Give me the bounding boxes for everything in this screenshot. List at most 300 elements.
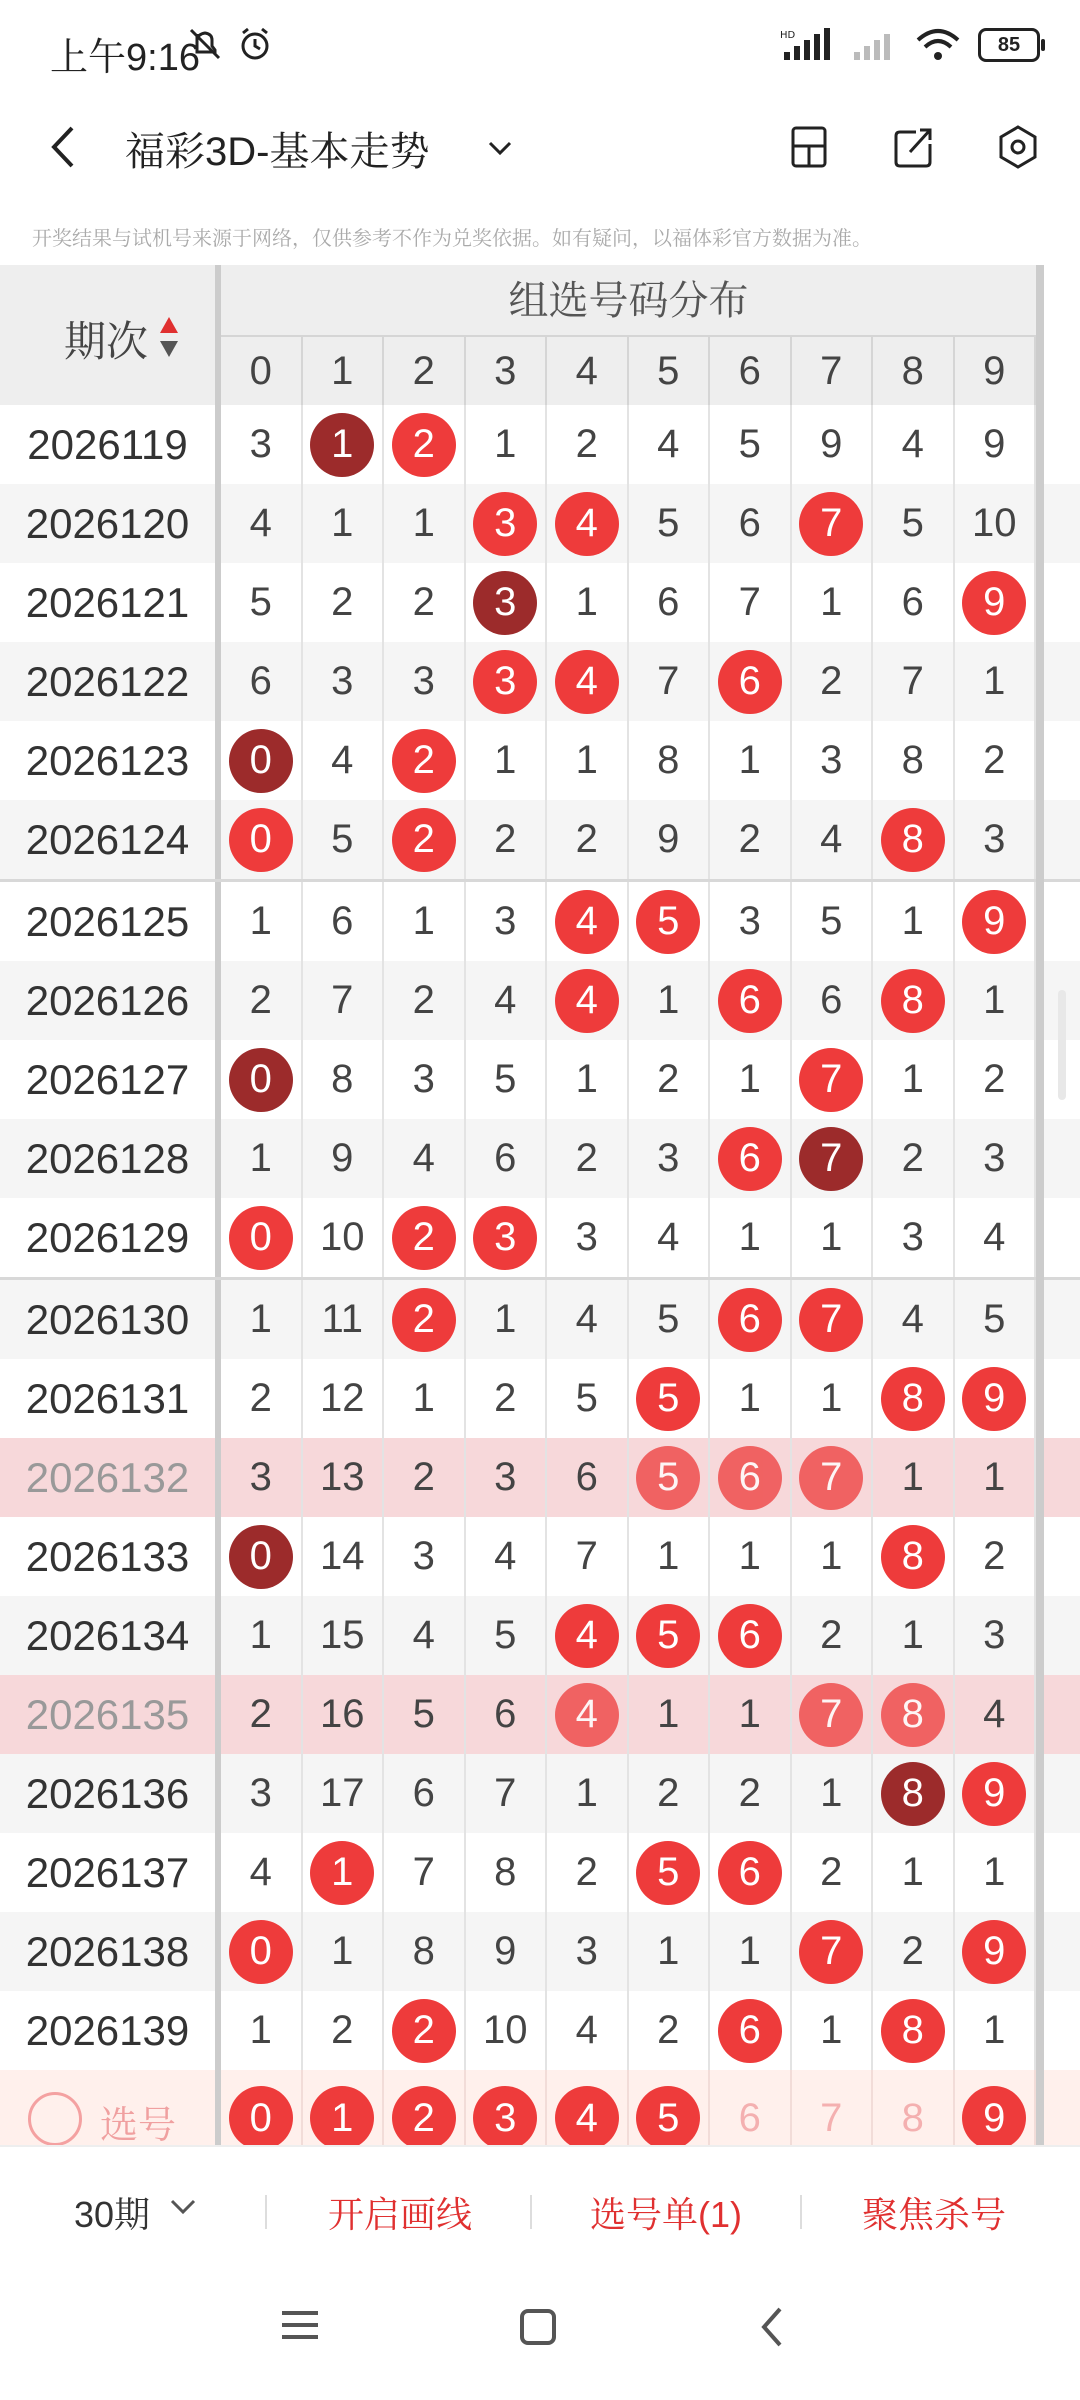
issue-number: 2026132 — [0, 1438, 221, 1517]
repeat-ball: 0 — [229, 1048, 293, 1112]
alarm-icon — [235, 24, 275, 64]
miss-count: 6 — [901, 580, 924, 624]
miss-count: 3 — [412, 1057, 435, 1101]
row-cells — [221, 961, 1036, 1040]
repeat-ball: 8 — [881, 1762, 945, 1826]
miss-count: 2 — [575, 1136, 598, 1180]
hit-ball: 2 — [392, 413, 456, 477]
table-cell — [629, 642, 711, 721]
miss-count: 17 — [320, 1771, 365, 1815]
issue-number: 2026137 — [0, 1833, 221, 1912]
miss-count: 1 — [983, 1455, 1006, 1499]
table-cell — [547, 961, 629, 1040]
table-cell — [221, 484, 303, 563]
hit-ball: 4 — [555, 1683, 619, 1747]
page-title[interactable]: 福彩3D-基本走势 — [125, 130, 430, 174]
table-cell — [384, 721, 466, 800]
table-cell — [629, 1040, 711, 1119]
hit-ball: 7 — [799, 1288, 863, 1352]
table-cell — [792, 1991, 874, 2070]
table-cell — [629, 1517, 711, 1596]
table-cell — [873, 1991, 955, 2070]
table-cell[interactable] — [384, 2070, 466, 2145]
hit-ball: 5 — [636, 1446, 700, 1510]
table-cell — [547, 484, 629, 563]
hit-ball: 6 — [718, 1127, 782, 1191]
miss-count: 5 — [494, 1613, 517, 1657]
table-cell — [629, 405, 711, 484]
miss-count: 2 — [249, 1692, 272, 1736]
table-row[interactable] — [0, 1912, 1080, 1991]
table-row[interactable] — [0, 405, 1080, 484]
row-cells — [221, 721, 1036, 800]
table-cell — [466, 800, 548, 879]
issue-number: 2026138 — [0, 1912, 221, 1991]
miss-count: 7 — [657, 659, 680, 703]
miss-count: 6 — [657, 580, 680, 624]
table-cell — [466, 961, 548, 1040]
table-cell[interactable] — [221, 2070, 303, 2145]
miss-count: 1 — [901, 1057, 924, 1101]
table-row[interactable] — [0, 1517, 1080, 1596]
back-arrow-icon[interactable] — [40, 120, 90, 175]
table-row[interactable] — [0, 1833, 1080, 1912]
issue-number: 2026120 — [0, 484, 221, 563]
table-row[interactable] — [0, 1277, 1080, 1359]
table-cell[interactable] — [955, 2070, 1037, 2145]
digit-header-3: 3 — [466, 337, 548, 405]
digit-header-row — [221, 337, 1036, 405]
miss-count: 4 — [494, 978, 517, 1022]
table-cell — [792, 882, 874, 961]
table-row[interactable] — [0, 642, 1080, 721]
draw-lines-button[interactable]: 开启画线 — [328, 2194, 473, 2235]
row-cells — [221, 1438, 1036, 1517]
table-row[interactable] — [0, 563, 1080, 642]
table-cell — [221, 1280, 303, 1359]
table-cell — [384, 642, 466, 721]
miss-count: 5 — [494, 1057, 517, 1101]
hit-ball: 0 — [229, 2086, 293, 2145]
table-cell — [873, 882, 955, 961]
pick-row-label-cell[interactable] — [0, 2070, 221, 2145]
row-cells — [221, 1991, 1036, 2070]
miss-count: 7 — [494, 1771, 517, 1815]
table-cell — [221, 1438, 303, 1517]
table-cell — [710, 405, 792, 484]
table-cell — [955, 882, 1037, 961]
table-cell — [303, 563, 385, 642]
table-cell — [221, 800, 303, 879]
issue-number: 2026119 — [0, 405, 221, 484]
miss-count: 4 — [412, 1136, 435, 1180]
divider — [800, 2195, 802, 2229]
hit-ball: 4 — [555, 1604, 619, 1668]
table-cell — [384, 1833, 466, 1912]
table-cell — [384, 1119, 466, 1198]
issue-number: 2026139 — [0, 1991, 221, 2070]
hit-ball: 2 — [392, 1206, 456, 1270]
table-cell — [303, 1280, 385, 1359]
miss-count: 9 — [331, 1136, 354, 1180]
digit-header-1: 1 — [303, 337, 385, 405]
miss-count: 4 — [820, 817, 843, 861]
table-cell — [384, 1912, 466, 1991]
miss-count: 1 — [738, 1692, 761, 1736]
table-cell — [221, 563, 303, 642]
repeat-ball: 0 — [229, 729, 293, 793]
table-cell — [221, 642, 303, 721]
settings-icon[interactable] — [993, 122, 1043, 172]
hit-ball: 9 — [962, 1762, 1026, 1826]
hit-ball: 4 — [555, 492, 619, 556]
miss-count: 2 — [575, 817, 598, 861]
miss-count: 1 — [901, 1613, 924, 1657]
disclaimer-notice: 开奖结果与试机号来源于网络，仅供参考不作为兑奖依据。如有疑问，以福体彩官方数据为准。 — [32, 228, 872, 250]
miss-count: 7 — [820, 2095, 843, 2140]
digit-header-5: 5 — [629, 337, 711, 405]
table-cell — [792, 642, 874, 721]
repeat-ball: 7 — [799, 1127, 863, 1191]
hit-ball: 0 — [229, 808, 293, 872]
table-cell — [955, 1596, 1037, 1675]
digit-header-4: 4 — [547, 337, 629, 405]
table-cell — [547, 800, 629, 879]
miss-count: 4 — [412, 1613, 435, 1657]
table-cell — [629, 1675, 711, 1754]
table-row[interactable] — [0, 1754, 1080, 1833]
hit-ball: 7 — [799, 1048, 863, 1112]
miss-count: 8 — [657, 738, 680, 782]
hit-ball: 2 — [392, 2086, 456, 2145]
table-cell — [466, 1912, 548, 1991]
table-cell — [629, 484, 711, 563]
table-row[interactable] — [0, 1991, 1080, 2070]
table-cell — [629, 563, 711, 642]
table-cell — [547, 1754, 629, 1833]
table-cell — [710, 1438, 792, 1517]
table-cell — [303, 1438, 385, 1517]
table-cell — [629, 1991, 711, 2070]
miss-count: 1 — [657, 1929, 680, 1973]
hit-ball: 3 — [473, 1206, 537, 1270]
chevron-down-icon[interactable] — [480, 128, 520, 168]
sort-icon[interactable] — [158, 315, 180, 359]
home-icon[interactable] — [516, 2305, 560, 2349]
miss-count: 9 — [494, 1929, 517, 1973]
table-cell — [873, 1596, 955, 1675]
miss-count: 4 — [657, 422, 680, 466]
svg-text:HD: HD — [780, 30, 796, 41]
table-cell — [221, 1991, 303, 2070]
table-cell — [547, 1438, 629, 1517]
miss-count: 4 — [575, 2008, 598, 2052]
miss-count: 4 — [657, 1215, 680, 1259]
table-cell — [547, 1991, 629, 2070]
pick-row[interactable] — [0, 2070, 1080, 2145]
miss-count: 11 — [321, 1297, 364, 1341]
table-cell[interactable] — [710, 2070, 792, 2145]
layout-icon[interactable] — [785, 122, 835, 172]
row-cells — [221, 1359, 1036, 1438]
table-cell[interactable] — [792, 2070, 874, 2145]
table-cell — [466, 405, 548, 484]
hit-ball: 4 — [555, 890, 619, 954]
miss-count: 1 — [820, 1376, 843, 1420]
miss-count: 2 — [738, 1771, 761, 1815]
hit-ball: 8 — [881, 1525, 945, 1589]
hit-ball: 4 — [555, 969, 619, 1033]
miss-count: 6 — [738, 501, 761, 545]
issue-number: 2026135 — [0, 1675, 221, 1754]
chevron-down-icon[interactable] — [168, 2197, 198, 2217]
table-cell — [466, 1754, 548, 1833]
hit-ball: 9 — [962, 890, 1026, 954]
table-row[interactable] — [0, 1040, 1080, 1119]
miss-count: 1 — [738, 1215, 761, 1259]
table-cell — [629, 1280, 711, 1359]
table-cell — [955, 1119, 1037, 1198]
miss-count: 3 — [494, 899, 517, 943]
back-icon[interactable] — [752, 2303, 792, 2351]
table-cell — [466, 1675, 548, 1754]
table-cell — [955, 1754, 1037, 1833]
table-cell — [221, 405, 303, 484]
miss-count: 1 — [249, 1613, 272, 1657]
hit-ball: 9 — [962, 571, 1026, 635]
table-cell — [792, 1438, 874, 1517]
table-row[interactable] — [0, 1675, 1080, 1754]
table-row[interactable] — [0, 721, 1080, 800]
row-cells — [221, 1675, 1036, 1754]
table-cell — [221, 1912, 303, 1991]
table-cell — [466, 1198, 548, 1277]
hit-ball: 6 — [718, 1446, 782, 1510]
row-cells — [221, 882, 1036, 961]
miss-count: 13 — [320, 1455, 365, 1499]
hit-ball: 1 — [310, 2086, 374, 2145]
table-cell — [710, 1912, 792, 1991]
miss-count: 3 — [657, 1136, 680, 1180]
table-cell — [221, 1198, 303, 1277]
focus-kill-button[interactable]: 聚焦杀号 — [862, 2194, 1007, 2235]
divider — [265, 2195, 267, 2229]
table-cell[interactable] — [547, 2070, 629, 2145]
hit-ball: 9 — [962, 1367, 1026, 1431]
table-cell[interactable] — [303, 2070, 385, 2145]
table-cell — [221, 1119, 303, 1198]
miss-count: 3 — [901, 1215, 924, 1259]
table-row[interactable] — [0, 1438, 1080, 1517]
table-cell — [710, 1359, 792, 1438]
table-cell — [221, 1596, 303, 1675]
issue-column-header[interactable] — [0, 265, 221, 405]
miss-count: 2 — [738, 817, 761, 861]
miss-count: 2 — [412, 580, 435, 624]
miss-count: 4 — [331, 738, 354, 782]
issue-number: 2026130 — [0, 1280, 221, 1359]
miss-count: 5 — [820, 899, 843, 943]
miss-count: 3 — [738, 899, 761, 943]
table-cell — [384, 1991, 466, 2070]
share-icon[interactable] — [888, 122, 938, 172]
miss-count: 5 — [738, 422, 761, 466]
status-bar — [0, 0, 1080, 100]
period-select[interactable]: 30期 — [74, 2194, 151, 2235]
wifi-icon — [916, 28, 960, 62]
hit-ball: 7 — [799, 492, 863, 556]
hit-ball: 5 — [636, 2086, 700, 2145]
miss-count: 2 — [494, 1376, 517, 1420]
hit-ball: 6 — [718, 1288, 782, 1352]
table-cell — [466, 1280, 548, 1359]
miss-count: 1 — [657, 978, 680, 1022]
title-bar — [0, 100, 1080, 195]
row-cells — [221, 1912, 1036, 1991]
miss-count: 5 — [983, 1297, 1006, 1341]
table-cell — [792, 721, 874, 800]
hit-ball: 3 — [473, 2086, 537, 2145]
miss-count: 7 — [575, 1534, 598, 1578]
table-right-border — [1036, 265, 1044, 2145]
table-cell — [221, 961, 303, 1040]
row-cells — [221, 1596, 1036, 1675]
table-cell — [384, 1754, 466, 1833]
repeat-ball: 0 — [229, 1525, 293, 1589]
pick-radio[interactable] — [28, 2092, 82, 2145]
table-cell — [710, 1040, 792, 1119]
miss-count: 5 — [331, 817, 354, 861]
table-cell — [955, 961, 1037, 1040]
table-cell — [873, 1517, 955, 1596]
table-cell — [221, 1833, 303, 1912]
miss-count: 10 — [320, 1215, 365, 1259]
miss-count: 2 — [412, 978, 435, 1022]
miss-count: 5 — [249, 580, 272, 624]
table-row[interactable] — [0, 1119, 1080, 1198]
table-row[interactable] — [0, 1596, 1080, 1675]
miss-count: 1 — [575, 1057, 598, 1101]
issue-number: 2026133 — [0, 1517, 221, 1596]
table-row[interactable] — [0, 800, 1080, 879]
table-cell — [873, 563, 955, 642]
digit-header-7: 7 — [792, 337, 874, 405]
pick-label: 选号 — [100, 2105, 177, 2145]
table-cell — [303, 405, 385, 484]
issue-number: 2026127 — [0, 1040, 221, 1119]
hit-ball: 6 — [718, 650, 782, 714]
table-cell — [792, 1119, 874, 1198]
table-cell — [873, 721, 955, 800]
table-cell — [547, 1198, 629, 1277]
miss-count: 2 — [820, 1613, 843, 1657]
table-cell — [303, 1198, 385, 1277]
table-cell — [384, 563, 466, 642]
miss-count: 1 — [249, 1136, 272, 1180]
miss-count: 8 — [331, 1057, 354, 1101]
table-cell — [873, 484, 955, 563]
table-cell — [792, 1517, 874, 1596]
hit-ball: 2 — [392, 808, 456, 872]
table-cell — [873, 800, 955, 879]
digit-header-9: 9 — [955, 337, 1037, 405]
digit-header-6: 6 — [710, 337, 792, 405]
table-cell — [384, 1438, 466, 1517]
table-cell — [303, 961, 385, 1040]
issue-number: 2026125 — [0, 882, 221, 961]
miss-count: 1 — [738, 1376, 761, 1420]
table-cell — [955, 563, 1037, 642]
miss-count: 5 — [657, 501, 680, 545]
table-cell — [710, 961, 792, 1040]
table-cell — [710, 1280, 792, 1359]
table-cell — [303, 1833, 385, 1912]
table-cell — [384, 1280, 466, 1359]
miss-count: 14 — [320, 1534, 365, 1578]
table-cell — [710, 1675, 792, 1754]
row-cells — [221, 484, 1036, 563]
miss-count: 1 — [820, 1771, 843, 1815]
issue-number: 2026123 — [0, 721, 221, 800]
scrollbar[interactable] — [1058, 990, 1066, 1100]
miss-count: 6 — [820, 978, 843, 1022]
miss-count: 8 — [901, 738, 924, 782]
hit-ball: 8 — [881, 969, 945, 1033]
issue-number: 2026131 — [0, 1359, 221, 1438]
table-cell — [710, 1198, 792, 1277]
miss-count: 4 — [575, 1297, 598, 1341]
miss-count: 3 — [331, 659, 354, 703]
table-cell — [710, 1991, 792, 2070]
miss-count: 1 — [657, 1692, 680, 1736]
miss-count: 3 — [575, 1215, 598, 1259]
miss-count: 1 — [412, 1376, 435, 1420]
table-cell — [384, 1596, 466, 1675]
table-cell — [873, 1198, 955, 1277]
pick-list-button[interactable]: 选号单(1) — [590, 2194, 742, 2235]
table-cell — [792, 1198, 874, 1277]
table-cell[interactable] — [873, 2070, 955, 2145]
table-cell[interactable] — [629, 2070, 711, 2145]
table-row[interactable] — [0, 879, 1080, 961]
miss-count: 6 — [575, 1455, 598, 1499]
table-row[interactable] — [0, 484, 1080, 563]
table-row[interactable] — [0, 961, 1080, 1040]
table-row[interactable] — [0, 1198, 1080, 1277]
table-cell — [955, 1280, 1037, 1359]
miss-count: 7 — [331, 978, 354, 1022]
miss-count: 6 — [738, 2095, 761, 2140]
menu-icon[interactable] — [278, 2305, 322, 2345]
hit-ball: 6 — [718, 969, 782, 1033]
miss-count: 1 — [494, 422, 517, 466]
table-cell — [792, 961, 874, 1040]
hit-ball: 5 — [636, 890, 700, 954]
table-row[interactable] — [0, 1359, 1080, 1438]
hit-ball: 3 — [473, 650, 537, 714]
table-cell — [303, 1040, 385, 1119]
hit-ball: 5 — [636, 1604, 700, 1668]
miss-count: 1 — [738, 738, 761, 782]
table-cell — [384, 405, 466, 484]
miss-count: 2 — [983, 1534, 1006, 1578]
miss-count: 9 — [657, 817, 680, 861]
table-cell[interactable] — [466, 2070, 548, 2145]
hit-ball: 7 — [799, 1920, 863, 1984]
table-cell — [303, 882, 385, 961]
table-cell — [955, 1991, 1037, 2070]
table-cell — [466, 1833, 548, 1912]
